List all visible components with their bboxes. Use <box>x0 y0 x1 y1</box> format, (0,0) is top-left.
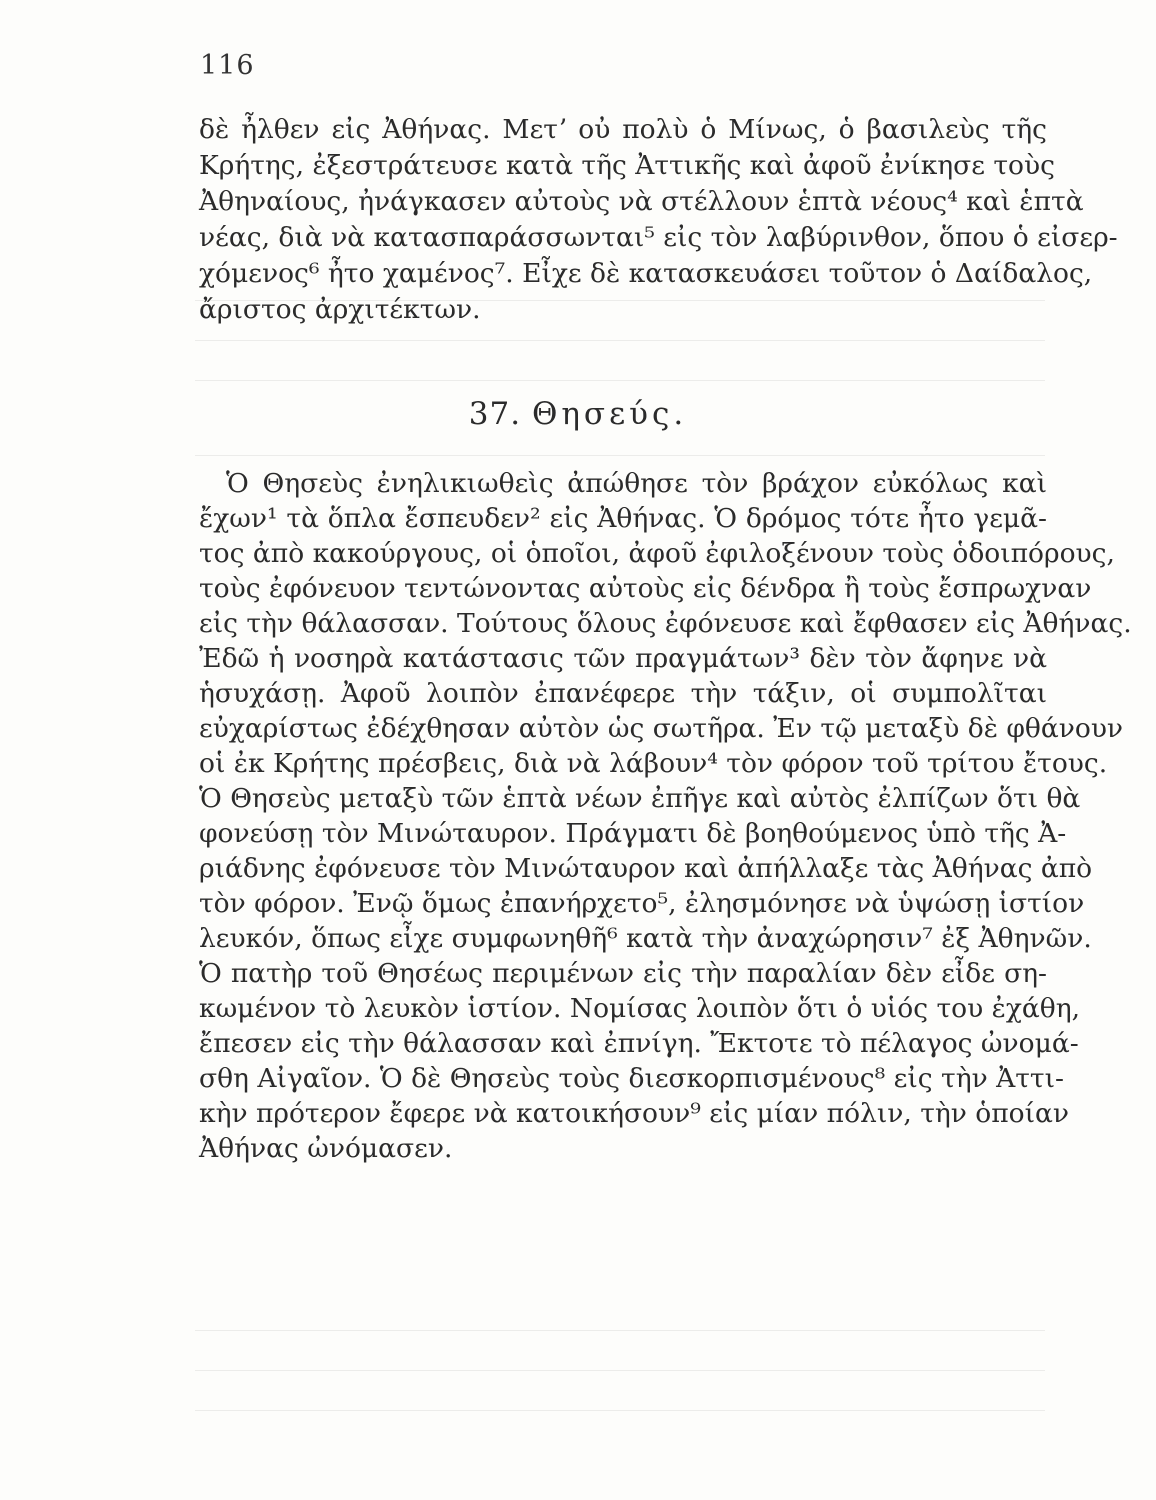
text-line: Ἐδῶ ἡ νοσηρὰ κατάστασις τῶν πραγμάτων³ δὲν τὸν ἄφηνε νὰ <box>199 643 1047 674</box>
text-line: ἡσυχάσῃ. Ἀφοῦ λοιπὸν ἐπανέφερε τὴν τάξιν, οἱ συμπολῖται <box>199 678 1047 709</box>
text-line: ἔχων¹ τὰ ὅπλα ἔσπευδεν² εἰς Ἀθήνας. Ὁ δρόμος τότε ἦτο γεμᾶ- <box>199 503 1047 534</box>
text-line: κωμένον τὸ λευκὸν ἱστίον. Νομίσας λοιπὸν ὅτι ὁ υἱός του ἐχάθη, <box>199 993 1081 1024</box>
text-line: κὴν πρότερον ἔφερε νὰ κατοικήσουν⁹ εἰς μίαν πόλιν, τὴν ὁποίαν <box>199 1098 1069 1129</box>
section-heading <box>0 396 1156 432</box>
show-through-line <box>195 380 1045 381</box>
text-line: τὸν φόρον. Ἐνῷ ὅμως ἐπανήρχετο⁵, ἐλησμόνησε νὰ ὑψώσῃ ἱστίον <box>199 888 1085 919</box>
text-line: ἔπεσεν εἰς τὴν θάλασσαν καὶ ἐπνίγη. Ἔκτοτε τὸ πέλαγος ὠνομά- <box>199 1028 1079 1059</box>
text-line: Ἀθηναίους, ἠνάγκασεν αὐτοὺς νὰ στέλλουν ἑπτὰ νέους⁴ καὶ ἑπτὰ <box>199 186 1084 217</box>
section-title: Θησεύς. <box>531 396 688 432</box>
text-line: φονεύσῃ τὸν Μινώταυρον. Πράγματι δὲ βοηθούμενος ὑπὸ τῆς Ἀ- <box>199 818 1067 849</box>
text-line: οἱ ἐκ Κρήτης πρέσβεις, διὰ νὰ λάβουν⁴ τὸν φόρον τοῦ τρίτου ἔτους. <box>199 748 1108 779</box>
text-line: χόμενος⁶ ἦτο χαμένος⁷. Εἶχε δὲ κατασκευάσει τοῦτον ὁ Δαίδαλος, <box>199 258 1093 289</box>
text-line: λευκόν, ὅπως εἶχε συμφωνηθῆ⁶ κατὰ τὴν ἀναχώρησιν⁷ ἐξ Ἀθηνῶν. <box>199 923 1092 954</box>
text-line: Ὁ Θησεὺς ἐνηλικιωθεὶς ἀπώθησε τὸν βράχον εὐκόλως καὶ <box>226 468 1047 499</box>
show-through-line <box>195 455 1045 456</box>
show-through-line <box>195 1330 1045 1331</box>
text-line: εὐχαρίστως ἐδέχθησαν αὐτὸν ὡς σωτῆρα. Ἐν τῷ μεταξὺ δὲ φθάνουν <box>199 713 1124 744</box>
text-line: τοὺς ἐφόνευον τεντώνοντας αὐτοὺς εἰς δένδρα ἢ τοὺς ἔσπρωχναν <box>199 573 1092 604</box>
text-line: εἰς τὴν θάλασσαν. Τούτους ὅλους ἐφόνευσε καὶ ἔφθασεν εἰς Ἀθήνας. <box>199 608 1132 639</box>
text-line: Ὁ Θησεὺς μεταξὺ τῶν ἑπτὰ νέων ἐπῆγε καὶ αὐτὸς ἐλπίζων ὅτι θὰ <box>199 783 1081 814</box>
text-line: Ἀθήνας ὠνόμασεν. <box>199 1133 453 1164</box>
section-number: 37. <box>468 396 522 432</box>
text-line: ριάδνης ἐφόνευσε τὸν Μινώταυρον καὶ ἀπήλλαξε τὰς Ἀθήνας ἀπὸ <box>199 853 1093 884</box>
text-line: Ὁ πατὴρ τοῦ Θησέως περιμένων εἰς τὴν παραλίαν δὲν εἶδε ση- <box>199 958 1047 989</box>
text-line: δὲ ἦλθεν εἰς Ἀθήνας. Μετʼ οὐ πολὺ ὁ Μίνως, ὁ βασιλεὺς τῆς <box>199 114 1047 145</box>
page-number: 116 <box>200 50 255 81</box>
text-line: σθη Αἰγαῖον. Ὁ δὲ Θησεὺς τοὺς διεσκορπισμένους⁸ εἰς τὴν Ἀττι- <box>199 1063 1064 1094</box>
show-through-line <box>195 1370 1045 1371</box>
text-line: νέας, διὰ νὰ κατασπαράσσωνται⁵ εἰς τὸν λαβύρινθον, ὅπου ὁ εἰσερ- <box>199 222 1118 253</box>
show-through-line <box>195 1410 1045 1411</box>
text-line: Κρήτης, ἐξεστράτευσε κατὰ τῆς Ἀττικῆς καὶ ἀφοῦ ἐνίκησε τοὺς <box>199 150 1055 181</box>
text-line: τος ἀπὸ κακούργους, οἱ ὁποῖοι, ἀφοῦ ἐφιλοξένουν τοὺς ὁδοιπόρους, <box>199 538 1115 569</box>
show-through-line <box>195 340 1045 341</box>
text-line: ἄριστος ἀρχιτέκτων. <box>199 294 481 325</box>
